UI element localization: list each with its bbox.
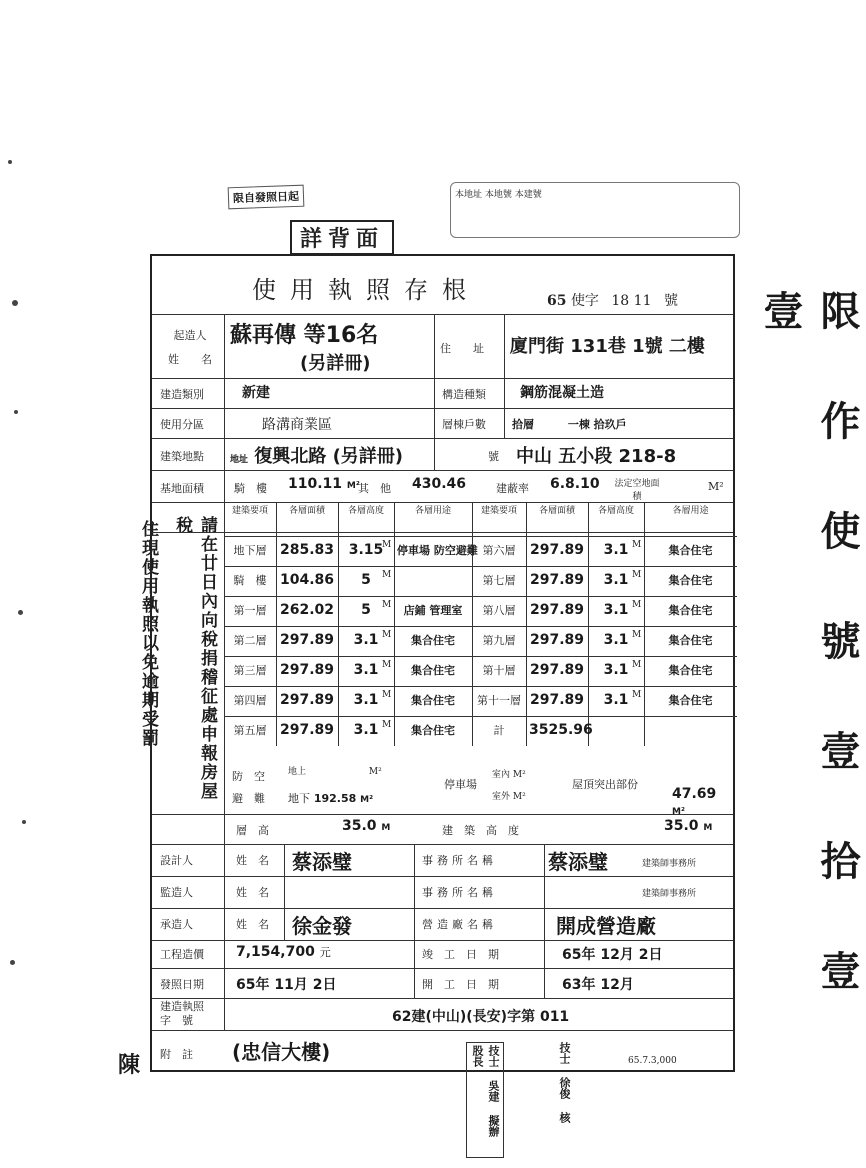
floor-cell-r-area: 3525.96: [529, 722, 593, 738]
story-height-value: [342, 818, 390, 834]
floor-cell-unit: M: [382, 660, 392, 670]
footer-stamp-right-text: 技士 徐俊 核: [558, 1042, 571, 1123]
top-left-stamp-text: 限自發照日起: [232, 189, 300, 206]
designer-name-value-text: 蔡添璧: [292, 850, 352, 874]
building-height-label: [442, 822, 519, 838]
other-value-text: 430.46: [412, 476, 467, 492]
lot-value: [516, 442, 676, 468]
start-label-text: 開 工 日 期: [422, 978, 499, 991]
right-margin-text-content: 限 作 使 號 壹 拾 壹 壹: [757, 290, 860, 1002]
floor-cell-unit: M: [382, 600, 392, 610]
supervisor-name-label-text: 姓 名: [236, 886, 269, 899]
address-label: [440, 340, 484, 356]
roof-label: [572, 776, 638, 792]
designer-label: [160, 852, 193, 868]
shelter-label-top: 防 空: [232, 770, 265, 783]
floor-cell-unit: M: [382, 720, 392, 730]
notes-label: [160, 1046, 193, 1062]
floor-table-header: 各層高度: [597, 506, 634, 516]
floor-cell-r-use: 集合住宅: [668, 664, 713, 677]
other-value: [412, 476, 466, 492]
serial-value: 18 11: [611, 293, 652, 309]
legal-space-unit-text: M²: [708, 480, 724, 493]
finish-label-text: 竣 工 日 期: [422, 948, 499, 961]
designer-office-label: [422, 852, 497, 868]
floor-cell-l-height: 5: [361, 572, 371, 588]
floor-cell-r-use: 集合住宅: [668, 574, 713, 587]
owner-label-bottom: 姓 名: [168, 353, 212, 366]
floors-label: [442, 416, 486, 432]
designer-name-label: [236, 852, 269, 868]
zoning-label-text: 使用分區: [160, 418, 204, 431]
floor-cell-l-name: 第一層: [233, 604, 267, 617]
building-height-label-text: 建 築 高 度: [442, 824, 519, 837]
floor-cell-l-height: 3.1: [353, 692, 379, 708]
floor-table-header: 各層高度: [347, 506, 384, 516]
floor-table-header: 各層面積: [538, 506, 575, 516]
floor-cell-r-height: 3.1: [603, 662, 629, 678]
start-value: [562, 974, 634, 994]
roof-value-text: 47.69: [672, 786, 717, 802]
floor-cell-l-use: 集合住宅: [411, 664, 455, 677]
floor-cell-l-name: 第五層: [233, 724, 267, 737]
floor-cell-l-height: 3.1: [353, 632, 379, 648]
floors-value-floors: 拾層: [512, 418, 534, 431]
building-type-value: [242, 382, 270, 402]
contractor-name-value: [292, 910, 352, 939]
left-vertical-note-2-text: 住現使用執照以免逾期受罰: [138, 520, 158, 748]
floor-cell-r-height: 3.1: [603, 692, 629, 708]
print-info-text: 65.7.3,000: [628, 1056, 677, 1066]
floors-value: [512, 416, 627, 432]
form-title-text: 使用執照存根: [252, 276, 480, 304]
floor-cell-r-use: 集合住宅: [668, 634, 713, 647]
issue-label-text: 發照日期: [160, 978, 204, 991]
story-height-unit: M: [381, 823, 391, 833]
shelter-above: [288, 764, 382, 777]
floor-cell-r-name: 第六層: [482, 544, 516, 557]
building-height-unit: M: [703, 823, 713, 833]
floor-cell-r-use: 集合住宅: [668, 544, 713, 557]
floor-cell-r-name: 第十層: [482, 664, 516, 677]
arcade-value-text: 110.11: [288, 476, 343, 492]
speck: [14, 410, 18, 414]
legal-space-label: [612, 476, 662, 502]
floor-cell-l-height: 3.15: [348, 542, 384, 558]
supervisor-office-label: [422, 884, 497, 900]
cost-unit: 元: [319, 946, 331, 959]
cost-value: [236, 944, 331, 960]
story-height-label: [236, 822, 269, 838]
parking-label: [444, 776, 477, 792]
owner-value-main: 蘇再傳 等16名: [230, 323, 379, 348]
parking-in: 室內 M²: [492, 770, 526, 780]
serial-char: 使字: [570, 293, 599, 309]
floor-table-header: 各層用途: [672, 506, 709, 516]
floor-cell-unit: M: [382, 570, 392, 580]
contractor-factory-label: [422, 916, 497, 932]
coverage-value-text: 6.8.10: [550, 476, 600, 492]
floor-cell-l-use: 停車場 防空避難: [397, 544, 478, 557]
structure-value: [520, 382, 604, 402]
structure-label: [442, 386, 486, 402]
floor-cell-r-name: 第七層: [482, 574, 516, 587]
floor-cell-unit: M: [632, 600, 642, 610]
site-value: [230, 442, 403, 468]
supervisor-office-label-text: 事務所名稱: [422, 886, 497, 899]
shelter-below-unit: M²: [360, 795, 374, 805]
site-value-text: 復興北路 (另詳冊): [254, 446, 404, 467]
notes-value-text: (忠信大樓): [232, 1040, 331, 1064]
footer-stamp-left-text: 技士 吳建 擬辦 股長: [471, 1045, 500, 1137]
story-height-value-text: 35.0: [342, 818, 377, 834]
legal-space-label-text: 法定空地面積: [614, 479, 660, 502]
floor-cell-r-area: 297.89: [529, 572, 585, 588]
cost-label: [160, 946, 204, 962]
owner-value: [230, 318, 378, 375]
other-label-text: 其 他: [358, 482, 391, 495]
site-sublabel: 地址: [230, 455, 249, 465]
supervisor-office-suffix-text: 建築師事務所: [642, 889, 697, 899]
floor-cell-l-name: 地下層: [233, 544, 267, 557]
floors-value-units: 一棟 拾玖戶: [567, 418, 627, 431]
floor-cell-r-height: 3.1: [603, 602, 629, 618]
structure-value-text: 鋼筋混凝土造: [520, 385, 604, 401]
serial-number: [547, 290, 678, 310]
top-left-stamp: [228, 185, 305, 210]
parking-out: 室外 M²: [492, 792, 526, 802]
top-right-stamp-text: 本地址 本地號 本建號: [455, 190, 542, 200]
floor-cell-r-name: 第十一層: [477, 694, 521, 707]
floor-cell-l-height: 3.1: [353, 722, 379, 738]
designer-office-value-text: 蔡添璧: [548, 850, 608, 874]
zoning-value: [262, 414, 332, 434]
margin-stamp-text: 陳: [118, 1053, 141, 1078]
license-value-text: 62建(中山)(長安)字第 011: [392, 1009, 570, 1025]
floor-cell-l-use: 店鋪 管理室: [403, 604, 463, 617]
area-label-text: 基地面積: [160, 482, 204, 495]
license-form: [150, 254, 735, 1072]
floor-cell-l-area: 297.89: [279, 692, 335, 708]
parking-values: [492, 764, 526, 808]
floor-cell-l-area: 297.89: [279, 632, 335, 648]
area-label: [160, 480, 204, 496]
building-type-label-text: 建造類別: [160, 388, 204, 401]
arcade-label: [234, 480, 267, 496]
issue-value: [236, 974, 336, 994]
print-info: [628, 1056, 677, 1066]
supervisor-name-label: [236, 884, 269, 900]
owner-label: [160, 324, 220, 372]
floor-cell-r-area: 297.89: [529, 542, 585, 558]
roof-unit: M²: [672, 807, 685, 817]
structure-label-text: 構造種類: [442, 388, 486, 401]
floor-cell-unit: M: [382, 540, 392, 550]
floor-table-header: 各層面積: [288, 506, 325, 516]
floor-cell-l-height: 3.1: [353, 662, 379, 678]
owner-label-top: 起造人: [173, 329, 207, 342]
floor-cell-l-height: 5: [361, 602, 371, 618]
floor-cell-unit: M: [382, 630, 392, 640]
floor-cell-r-name: 第八層: [482, 604, 516, 617]
contractor-factory-label-text: 營造廠名稱: [422, 918, 497, 931]
floor-cell-r-height: 3.1: [603, 542, 629, 558]
building-height-value: [664, 818, 712, 834]
contractor-label-text: 承造人: [160, 918, 193, 931]
floor-table-header: 建築要項: [231, 506, 268, 516]
floor-cell-unit: M: [632, 540, 642, 550]
roof-label-text: 屋頂突出部份: [572, 778, 638, 791]
cost-value-text: 7,154,700: [236, 944, 315, 960]
floor-cell-r-height: 3.1: [603, 632, 629, 648]
floor-cell-unit: M: [632, 690, 642, 700]
contractor-name-label-text: 姓 名: [236, 918, 269, 931]
notes-value: [232, 1036, 330, 1065]
right-margin-text: [752, 290, 866, 1010]
building-type-label: [160, 386, 204, 402]
issue-value-text: 65年 11月 2日: [236, 977, 337, 993]
coverage-value: [550, 476, 600, 492]
floor-cell-l-use: 集合住宅: [411, 724, 455, 737]
zoning-value-text: 路溝商業區: [262, 417, 332, 433]
floors-label-text: 層棟戶數: [442, 418, 486, 431]
shelter-above-unit: M²: [368, 767, 382, 777]
finish-value: [562, 944, 662, 964]
supervisor-label-text: 監造人: [160, 886, 193, 899]
license-label: [160, 1000, 204, 1028]
floor-cell-unit: M: [632, 570, 642, 580]
floor-cell-l-name: 第三層: [233, 664, 267, 677]
floor-cell-unit: M: [382, 690, 392, 700]
building-type-value-text: 新建: [242, 385, 270, 401]
finish-label: [422, 946, 499, 962]
floor-cell-l-use: 集合住宅: [411, 634, 455, 647]
designer-office-value: [548, 846, 608, 875]
lot-label: [488, 448, 499, 464]
address-value-text: 廈門街 131巷 1號 二樓: [510, 336, 705, 357]
other-label: [358, 480, 391, 496]
speck: [18, 610, 23, 615]
zoning-label: [160, 416, 204, 432]
floor-cell-r-use: 集合住宅: [668, 604, 713, 617]
floor-cell-l-name: 第四層: [233, 694, 267, 707]
floor-cell-l-area: 297.89: [279, 662, 335, 678]
contractor-factory-value: [556, 910, 656, 939]
shelter-above-label: 地上: [288, 767, 307, 777]
shelter-label: [232, 766, 265, 810]
margin-stamp: [118, 1048, 140, 1079]
detail-stamp-text: 詳背面: [300, 226, 385, 252]
story-height-label-text: 層 高: [236, 824, 269, 837]
designer-label-text: 設計人: [160, 854, 193, 867]
floor-cell-r-height: 3.1: [603, 572, 629, 588]
arcade-value: [288, 476, 360, 492]
floor-cell-r-name: 第九層: [482, 634, 516, 647]
floor-cell-r-use: 集合住宅: [668, 694, 713, 707]
detail-stamp: [290, 220, 394, 255]
floor-cell-l-use: 集合住宅: [411, 694, 455, 707]
contractor-factory-value-text: 開成營造廠: [556, 914, 656, 938]
lot-label-text: 號: [488, 450, 499, 463]
supervisor-office-suffix: [642, 886, 696, 899]
start-label: [422, 976, 499, 992]
site-label: [160, 448, 204, 464]
floor-cell-l-area: 285.83: [279, 542, 335, 558]
floor-cell-l-area: 297.89: [279, 722, 335, 738]
speck: [22, 820, 26, 824]
contractor-label: [160, 916, 193, 932]
floor-cell-l-name: 第二層: [233, 634, 267, 647]
legal-space-unit: [708, 480, 724, 493]
designer-office-suffix-text: 建築師事務所: [642, 859, 697, 869]
top-right-stamp: [450, 182, 740, 238]
form-title: [252, 270, 480, 305]
contractor-name-label: [236, 916, 269, 932]
floor-table-header: 建築要項: [480, 506, 517, 516]
license-label-bottom: 字 號: [160, 1014, 193, 1027]
parking-label-text: 停車場: [444, 778, 477, 791]
serial-prefix: 65: [547, 293, 567, 309]
shelter-label-bottom: 避 難: [232, 792, 265, 805]
address-label-text: 住 址: [440, 342, 484, 355]
floor-table-header: 各層用途: [414, 506, 451, 516]
building-height-value-text: 35.0: [664, 818, 699, 834]
notes-label-text: 附 註: [160, 1048, 193, 1061]
designer-office-suffix: [642, 856, 696, 869]
footer-stamp-right: [556, 1042, 572, 1142]
footer-stamp-left: [466, 1042, 504, 1158]
contractor-name-value-text: 徐金發: [292, 914, 352, 938]
address-value: [510, 332, 705, 358]
floor-cell-r-area: 297.89: [529, 662, 585, 678]
floor-cell-unit: M: [632, 660, 642, 670]
shelter-below-label: 地下: [288, 792, 310, 805]
license-value: [392, 1006, 569, 1026]
arcade-unit: M²: [346, 481, 360, 491]
designer-office-label-text: 事務所名稱: [422, 854, 497, 867]
lot-value-text: 中山 五小段 218-8: [516, 446, 677, 467]
roof-value: [672, 786, 733, 818]
supervisor-label: [160, 884, 193, 900]
shelter-below-value: 192.58: [313, 792, 357, 805]
floor-cell-l-area: 104.86: [279, 572, 335, 588]
coverage-label-text: 建蔽率: [496, 482, 529, 495]
arcade-label-text: 騎 樓: [234, 482, 267, 495]
speck: [8, 160, 12, 164]
floor-cell-l-area: 262.02: [279, 602, 335, 618]
license-label-top: 建造執照: [160, 1000, 204, 1013]
cost-label-text: 工程造價: [160, 948, 204, 961]
floor-cell-r-area: 297.89: [529, 692, 585, 708]
designer-name-label-text: 姓 名: [236, 854, 269, 867]
finish-value-text: 65年 12月 2日: [562, 947, 663, 963]
owner-value-sub: (另詳冊): [300, 353, 371, 374]
designer-name-value: [292, 846, 352, 875]
floor-cell-l-name: 騎 樓: [233, 574, 267, 587]
coverage-label: [496, 480, 529, 496]
issue-label: [160, 976, 204, 992]
speck: [12, 300, 18, 306]
floor-cell-r-area: 297.89: [529, 632, 585, 648]
floor-cell-unit: M: [632, 630, 642, 640]
speck: [10, 960, 15, 965]
start-value-text: 63年 12月: [562, 977, 634, 993]
left-vertical-note-text: 請在廿日內向稅捐稽征處申報房屋稅: [172, 516, 217, 801]
floor-cell-r-name: 計: [493, 724, 505, 737]
floor-cell-r-area: 297.89: [529, 602, 585, 618]
shelter-below: [288, 790, 373, 806]
site-label-text: 建築地點: [160, 450, 204, 463]
serial-suffix: 號: [663, 293, 678, 309]
